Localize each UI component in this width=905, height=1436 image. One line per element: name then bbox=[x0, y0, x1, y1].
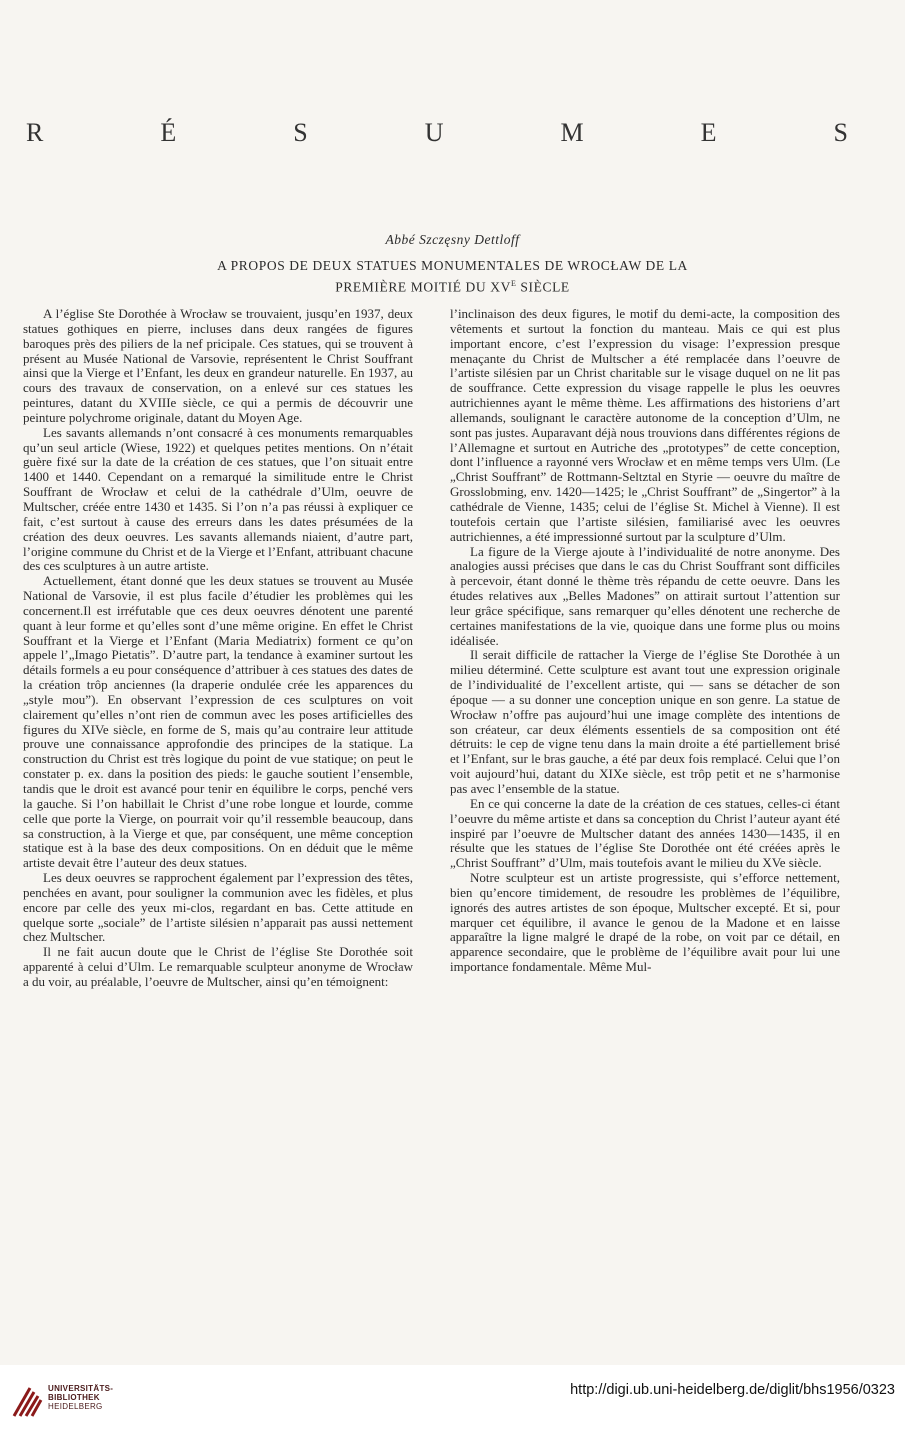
paragraph: Il serait difficile de rattacher la Vierge de l’église Ste Dorothée à un milieu déterminé. Cette sculpture est avant tout une expression originale de l’individualité de l’excellent artiste, qui — sans se détacher de son époque — a su donner une conception unique en son genre. La statue de Wrocław n’offre pas aujourd’hui une image complète des intentions de son créateur, car deux éléments essentiels de sa composition ont été détruits: le cep de vigne tenu dans la main droite a été partiellement brisé et l’Enfant, sur le bras gauche, a été par deux fois remplacé. Celui que l’on voit aujourd’hui, datant du XIXe siècle, est trôp petit et ne s’harmonise pas avec l’ensemble de la statue. bbox=[450, 647, 840, 796]
heading-letter: S bbox=[833, 118, 848, 147]
article-title-line-2 bbox=[120, 275, 785, 297]
heading-letter: É bbox=[160, 118, 177, 147]
source-url-link[interactable]: http://digi.ub.uni-heidelberg.de/diglit/bhs1956/0323 bbox=[570, 1382, 895, 1398]
paragraph: Actuellement, étant donné que les deux statues se trouvent au Musée National de Varsovie, il est plus facile d’étudier les problèmes qui les concernent.Il est irréfutable que ces deux oeuvres dénotent une parenté quant à leur forme et qu’elles sont d’une même origine. En effet le Christ Souffrant et la Vierge et l’Enfant (Maria Mediatrix) forment ce qu’on appele l’„Imago Pietatis”. D’autre part, la tendance à examiner surtout les détails formels a eu pour conséquence d’attribuer à ces statues des dates de la création trôp anciennes (la draperie ondulée crée les apparences du „style mou”). En observant l’expression de ces sculptures on voit clairement qu’elles n’ont rien de commun avec les poses artificielles des figures du XIVe siècle, en forme de S, mais qu’au contraire leur attitude prouve une connaissance approfondie des principes de la statique. La construction du Christ est très logique du point de vue statique; on peut le constater p. ex. dans la position des pieds: le gauche soutient l’ensemble, tandis que le droit est avancé pour tenir en équilibre le corps, penché vers la gauche. Si l’on habillait le Christ d’une robe longue et lourde, comme celle que porte la Vierge, on pourrait voir qu’il ressemble beaucoup, dans sa construction, à la Vierge et que, par conséquent, une même conception statique est à la base des deux compositions. On en déduit que le même artiste devait être l’auteur des deux statues. bbox=[23, 573, 413, 871]
library-logo-text bbox=[48, 1384, 113, 1411]
article-author: Abbé Szczęsny Dettloff bbox=[385, 232, 520, 247]
paragraph: Il ne fait aucun doute que le Christ de l’église Ste Dorothée soit apparenté à celui d’Ulm. Le remarquable sculpteur anonyme de Wrocław a du voir, au préalable, l’oeuvre de Multscher, ainsi qu’en témoignent: bbox=[23, 944, 413, 989]
right-column bbox=[450, 307, 840, 975]
paragraph: Notre sculpteur est un artiste progressiste, qui s’efforce nettement, bien qu’encore timidement, de resoudre les problèmes de l’équilibre, ignorés des autres artistes de son époque, Multscher excepté. Et si, pour marquer cet équilibre, il avance le genou de la Madone et en laisse apparaître la ligne malgré le drapé de la robe, on voit par ce détail, en apparence secondaire, que le problème de l’équilibre avait pour lui une importance fondamentale. Même Mul- bbox=[450, 870, 840, 975]
title-text: SIÈCLE bbox=[516, 279, 570, 295]
title-superscript: E bbox=[510, 279, 517, 288]
heading-letter: R bbox=[26, 118, 44, 147]
section-heading-resumes bbox=[26, 118, 848, 148]
article-title-line-1: A PROPOS DE DEUX STATUES MONUMENTALES DE WROCŁAW DE LA bbox=[217, 258, 688, 273]
paragraph: En ce qui concerne la date de la création de ces statues, celles-ci étant l’oeuvre du même artiste et dans sa conception du Christ l’auteur ayant été inspiré par l’oeuvre de Multscher datant des années 1430—1435, il en résulte que les statues de l’église Ste Dorothée ont été créées après le „Christ Souffrant” d’Ulm, mais toutefois avant le milieu du XVe siècle. bbox=[450, 795, 840, 871]
title-text: PREMIÈRE MOITIÉ DU XV bbox=[335, 279, 511, 295]
viewer-footer bbox=[0, 1365, 905, 1436]
paragraph: Les savants allemands n’ont consacré à ces monuments remarquables qu’un seul article (Wiese, 1922) et quelques petites mentions. On n’était guère fixé sur la date de la création de ces statues, que l’on situait entre 1400 et 1440. Cependant on a remarqué la similitude entre le Christ Souffrant de Wrocław et celui de la cathédrale d’Ulm, oeuvre de Multscher, créée entre 1430 et 1435. Si l’on n’a pas réussi à expliquer ce fait, c’est surtout à cause des erreurs dans les dates présumées de la création des deux oeuvres. Les savants allemands niaient, d’autre part, l’origine commune du Christ et de la Vierge et l’Enfant, attribuant chacune des ces sculptures à un autre artiste. bbox=[23, 424, 413, 574]
paragraph: La figure de la Vierge ajoute à l’individualité de notre anonyme. Des analogies aussi précises que dans le cas du Christ Souffrant sont difficiles à percevoir, étant donné le thème très répandu de cette oeuvre. Dans les études relatives aux „Belles Madones” on attirait surtout l’attention sur leur grâce spécifique, sans remarquer qu’elles dénotent une recherche de certaines manifestations de la vie, quoique dans une forme plus ou moins idéalisée. bbox=[450, 543, 840, 648]
heading-letter: S bbox=[293, 118, 308, 147]
library-logo[interactable] bbox=[10, 1378, 120, 1418]
logo-line: HEIDELBERG bbox=[48, 1402, 103, 1411]
left-column bbox=[23, 307, 413, 990]
heading-letter: E bbox=[700, 118, 717, 147]
paragraph: A l’église Ste Dorothée à Wrocław se trouvaient, jusqu’en 1937, deux statues gothiques en pierre, incluses dans deux rangées de figures baroques près des piliers de la nef pricipale. Ces statues, qui se trouvent à présent au Musée National de Varsovie, représentent le Christ Souffrant ainsi que la Vierge et l’Enfant, les deux en grandeur naturelle. En 1937, au cours des travaux de conservation, on a enlevé sur ces statues les peintures, datant du XVIIIe siècle, ce qui a permis de découvrir une peinture polychrome originale, datant du Moyen Age. bbox=[23, 306, 413, 425]
logo-line: BIBLIOTHEK bbox=[48, 1393, 100, 1402]
paragraph: l’inclinaison des deux figures, le motif du demi-acte, la composition des vêtements et surtout la fonction du manteau. Mais ce qui est plus important encore, c’est l’expression du visage: l’expression presque menaçante du Christ de Multscher a été remplacée dans l’oeuvre de l’artiste silésien par un Christ charitable sur le visage duquel on ne lit pas de souffrance. Cette expression du visage rappelle le plus les oeuvres autrichiennes ayant le même thème. Les affirmations des historiens d’art allemands, soulignant le caractère autonome de la conception d’Ulm, ne sont pas justes. Auparavant déjà nous trouvions dans différentes régions de l’Allemagne et surtout en Autriche des „prototypes” de cette conception, dont l’influence a rayonné vers Wrocław et en même temps vers Ulm. (Le „Christ Souffrant” de Rottmann-Seltztal en Styrie — oeuvre du maître de Grosslobming, env. 1420—1425; le „Christ Souffrant” de „Singertor” à la cathédrale de Vienne, 1435; celui de l’église St. Michel à Vienne). Il est toutefois certain que l’artiste silésien, familiarisé avec les oeuvres autrichiennes, a été impressionné surtout par la sculpture d’Ulm. bbox=[450, 306, 840, 544]
article-title bbox=[120, 257, 785, 297]
paragraph: Les deux oeuvres se rapprochent également par l’expression des têtes, penchées en avant, pour souligner la communion avec les fidèles, et plus encore par celle des yeux mi-clos, regardant en bas. Cette attitude en quelque sorte „sociale” de l’artiste silésien n’apparait pas aussi nettement chez Multscher. bbox=[23, 870, 413, 945]
heading-letter: U bbox=[424, 118, 444, 147]
heading-letter: M bbox=[560, 118, 584, 147]
library-logo-icon bbox=[10, 1378, 44, 1418]
logo-line: UNIVERSITÄTS- bbox=[48, 1384, 114, 1393]
